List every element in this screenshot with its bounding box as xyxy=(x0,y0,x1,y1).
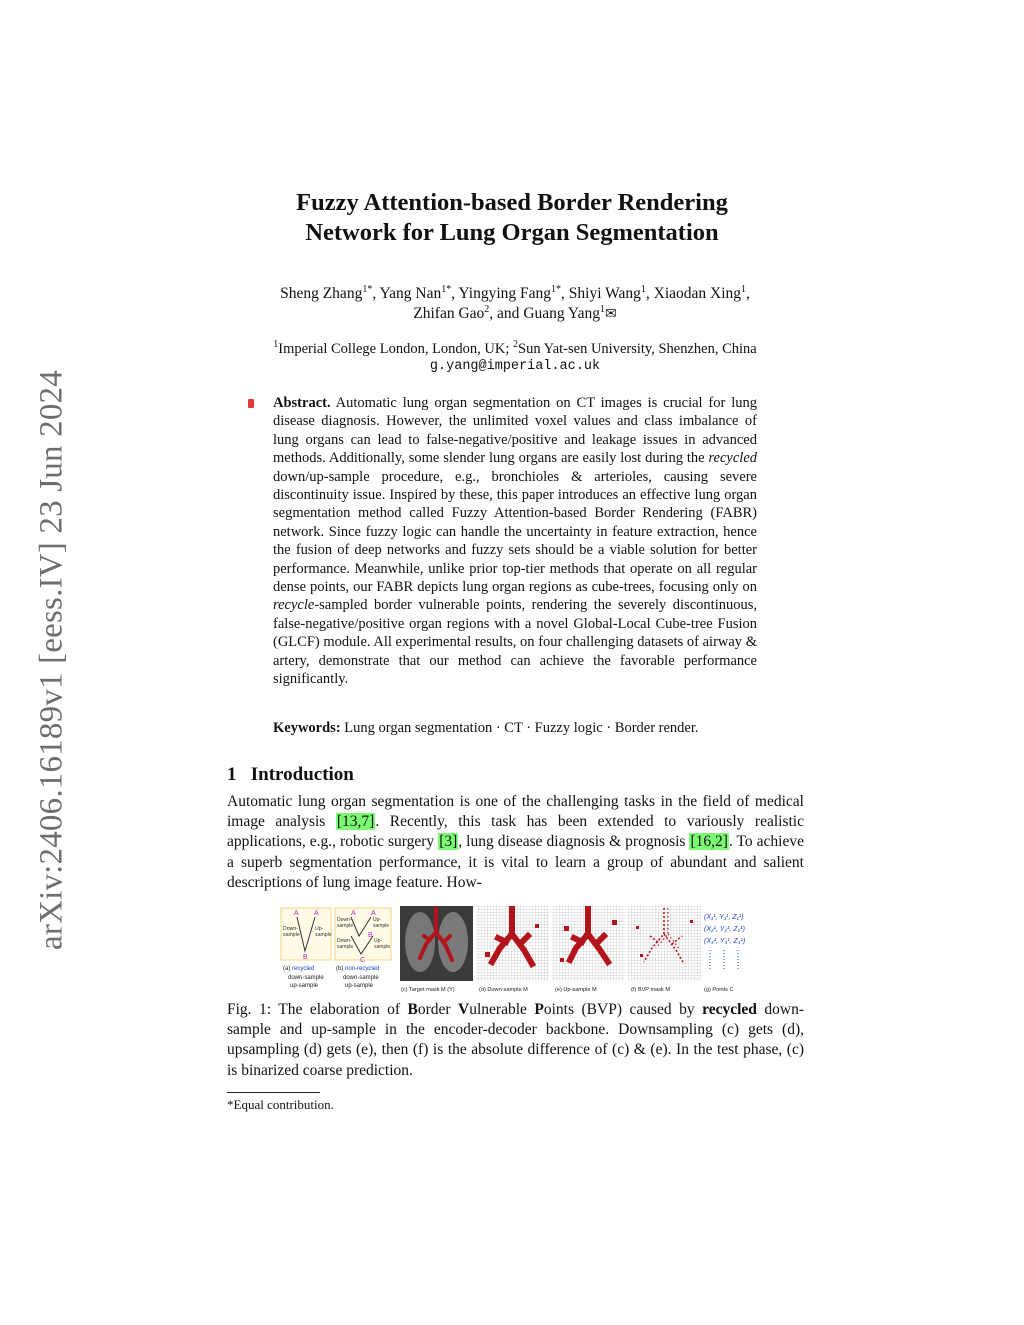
node-c: C xyxy=(360,957,366,964)
corresponding-email[interactable]: g.yang@imperial.ac.uk xyxy=(429,359,601,374)
figure-1 xyxy=(280,906,755,996)
svg-text:sample: sample xyxy=(315,932,332,938)
envelope-icon[interactable]: ✉ xyxy=(604,307,617,322)
intro-paragraph: Automatic lung organ segmentation is one of the challenging tasks in the field of medical image analysis [13,7]. Recently, this task has been extended to variously realistic applications, e.g., robotic surgery [3], lung disease diagnosis & prognosis [16,2]. To achieve a superb segmentation performance, it is vital to learn a group of abundant and salient descriptions of lung image feature. How- xyxy=(227,793,804,891)
svg-text:sample: sample xyxy=(337,944,354,950)
svg-text:Up-: Up- xyxy=(373,917,382,923)
margin-marker-icon xyxy=(248,399,254,408)
svg-text:(f) BVP mask M: (f) BVP mask M xyxy=(631,987,671,993)
svg-text:Up-: Up- xyxy=(315,926,324,932)
affiliation-2: Sun Yat-sen University, Shenzhen, China xyxy=(518,341,757,357)
author-7: Guang Yang xyxy=(523,305,600,322)
svg-text:(g) Points C: (g) Points C xyxy=(704,987,734,993)
panel-c-target-mask xyxy=(400,906,473,993)
svg-text:Down-: Down- xyxy=(283,926,298,932)
svg-text:Down-: Down- xyxy=(337,938,352,944)
node-a: A xyxy=(294,910,299,917)
author-4: Shiyi Wang xyxy=(568,285,641,302)
citation-link[interactable]: [13,7] xyxy=(336,813,375,831)
author-6: Zhifan Gao xyxy=(413,305,485,322)
footnote: *Equal contribution. xyxy=(227,1097,334,1112)
svg-text:sample: sample xyxy=(283,932,300,938)
arxiv-stamp: arXiv:2406.16189v1 [eess.IV] 23 Jun 2024 xyxy=(33,370,70,950)
title-line-1: Fuzzy Attention-based Border Rendering xyxy=(296,189,728,216)
panel-e-up-sample xyxy=(552,906,625,993)
svg-text:sample: sample xyxy=(337,923,354,929)
svg-text:(d) Down-sample M: (d) Down-sample M xyxy=(479,987,528,993)
svg-text:(e) Up-sample M: (e) Up-sample M xyxy=(555,987,597,993)
svg-text:(X₁¹, Y₁¹, Z₁¹): (X₁¹, Y₁¹, Z₁¹) xyxy=(704,914,744,921)
svg-text:A: A xyxy=(351,910,356,917)
svg-text:down-sample: down-sample xyxy=(343,975,379,981)
author-3: Yingying Fang xyxy=(458,285,552,302)
figure-caption: Fig. 1: The elaboration of Border Vulnerable Points (BVP) caused by recycled down-sample and up-sample in the encoder-decoder backbone. Downsampling (c) gets (d), upsampling (d) gets (e), then (f) is the absolute difference of (c) & (e). In the test phase, (c) is binarized coarse prediction. xyxy=(227,1001,805,1079)
section-heading: 1 Introduction xyxy=(227,764,354,785)
svg-text:up-sample: up-sample xyxy=(345,983,374,989)
svg-text:down-sample: down-sample xyxy=(288,975,324,981)
svg-text:(a) recycled: (a) recycled xyxy=(283,966,315,972)
svg-text:sample: sample xyxy=(373,923,390,929)
author-2: Yang Nan xyxy=(379,285,442,302)
footnote-rule xyxy=(227,1092,320,1093)
citation-link[interactable]: [3] xyxy=(439,833,458,851)
svg-text:Up-: Up- xyxy=(374,938,383,944)
svg-text:up-sample: up-sample xyxy=(290,983,319,989)
svg-text:sample: sample xyxy=(374,944,391,950)
author-1: Sheng Zhang xyxy=(280,285,363,302)
svg-text:(X₂¹, Y₂¹, Z₂¹): (X₂¹, Y₂¹, Z₂¹) xyxy=(704,926,745,933)
panel-f-bvp-mask xyxy=(628,906,701,993)
svg-text:A: A xyxy=(314,910,319,917)
panel-a xyxy=(281,908,332,989)
abstract-label: Abstract. xyxy=(273,395,331,411)
keywords: Keywords: Lung organ segmentation · CT · Fuzzy logic · Border render. xyxy=(273,720,699,736)
svg-text:B: B xyxy=(368,932,373,939)
svg-text:(c) Target mask M (Y): (c) Target mask M (Y) xyxy=(401,987,455,993)
svg-text:Down-: Down- xyxy=(337,917,352,923)
title-line-2: Network for Lung Organ Segmentation xyxy=(305,219,719,246)
svg-text:A: A xyxy=(371,910,376,917)
panel-b xyxy=(335,908,391,989)
svg-text:(b) non-recycled: (b) non-recycled xyxy=(336,966,380,972)
affiliation-1: Imperial College London, London, UK; xyxy=(278,341,514,357)
keywords-label: Keywords: xyxy=(273,720,341,736)
panel-g-points xyxy=(704,914,745,993)
author-list: Sheng Zhang$^{1*}$, Yang Nan$^{1*}$, Yingying Fang$^{1*}$, Shiyi Wang$^1$, Xiaodan Xing$^1$, Zhifan Gao$^2$, and Guang Yang$^1$✉ xyxy=(280,283,750,322)
svg-text:(X₃¹, Y₃¹, Z₃¹): (X₃¹, Y₃¹, Z₃¹) xyxy=(704,938,746,945)
panel-d-down-sample xyxy=(476,906,549,993)
author-5: Xiaodan Xing xyxy=(653,285,742,302)
paper-title xyxy=(220,188,804,248)
affiliations: $^1$Imperial College London, London, UK; $^2$Sun Yat-sen University, Shenzhen, China g.yang@imperial.ac.uk xyxy=(215,340,815,376)
node-b: B xyxy=(303,954,308,961)
citation-link[interactable]: [16,2] xyxy=(690,833,728,851)
abstract: Abstract. Automatic lung organ segmentation on CT images is crucial for lung disease diagnosis. However, the unlimited voxel values and class imbalance of lung organs can lead to false-negative/positive and leakage issues in advanced methods. Additionally, some slender lung organs are easily lost during the recycled down/up-sample procedure, e.g., bronchioles & arterioles, causing severe discontinuity issue. Inspired by these, this paper introduces an effective lung organ segmentation method called Fuzzy Attention-based Border Rendering (FABR) network. Since fuzzy logic can handle the uncertainty in feature extraction, hence the fusion of deep networks and fuzzy sets should be a viable solution for better performance. Meanwhile, unlike prior top-tier methods that operate on all regular dense points, our FABR depicts lung organ regions as cube-trees, focusing only on recycle-sampled border vulnerable points, rendering the severely discontinuous, false-negative/positive organ regions with a novel Global-Local Cube-tree Fusion (GLCF) module. All experimental results, on four challenging datasets of airway & artery, demonstrate that our method can achieve the favorable performance significantly. xyxy=(273,395,757,688)
